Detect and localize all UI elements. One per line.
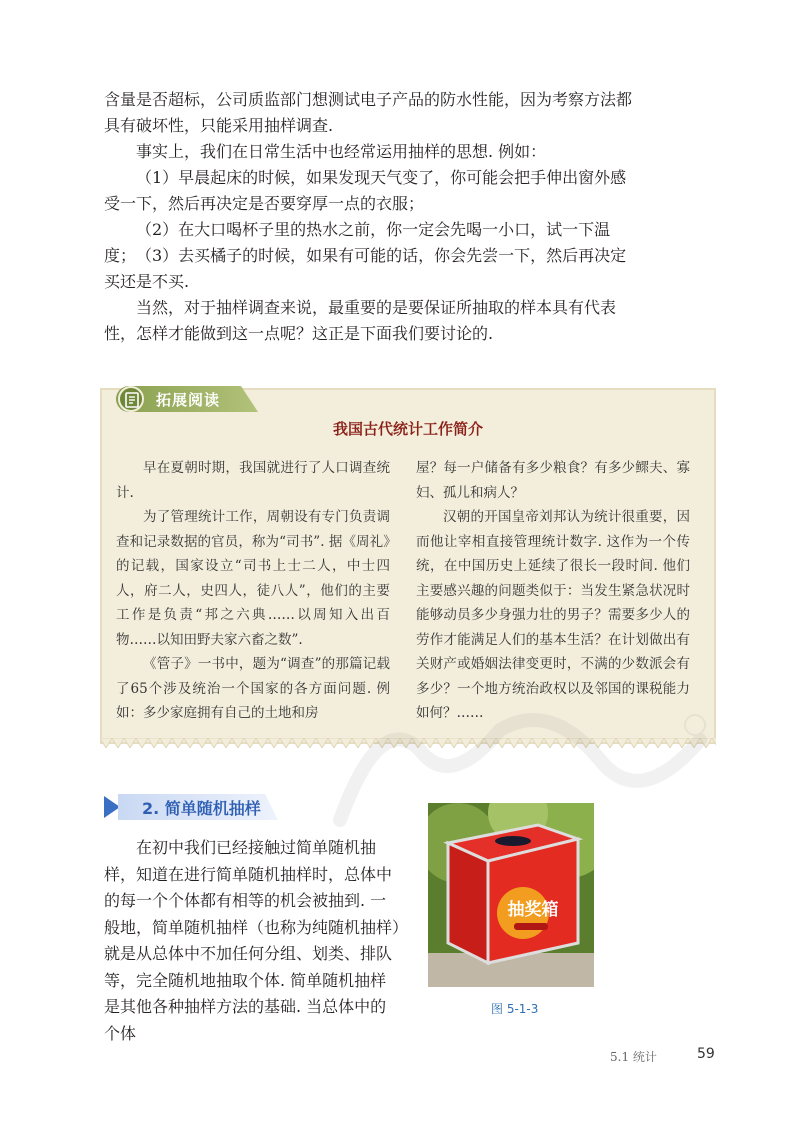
box-text: 抽奖箱 <box>507 900 559 920</box>
reading-title: 我国古代统计工作简介 <box>332 420 483 438</box>
reading-left-paragraph-1: 早在夏朝时期，我国就进行了人口调查统计. <box>116 460 390 501</box>
example-3: （3）去买橘子的时候，如果有可能的话，你会先尝一下，然后再决定买还是不买. <box>104 246 627 291</box>
reading-right-column <box>416 456 690 726</box>
paragraph-representative: 当然，对于抽样调查来说，最重要的是要保证所抽取的样本具有代表性，怎样才能做到这一点呢？这正是下面我们要讨论的. <box>104 298 617 343</box>
reading-right-paragraph: 汉朝的开国皇帝刘邦认为统计很重要，因而他让宰相直接管理统计数字. 这作为一个传统，在中国历史上延续了很长一段时间. 他们主要感兴趣的问题类似于：当发生紧急状况时能够动员多少身强力壮的男子？需要多少人的劳作才能满足人们的基本生活？在计划做出有关财产或婚姻法律变更时，不满的少数派会有多少？一个地方统治政权以及邻国的课税能力如何？…… <box>416 509 690 721</box>
figure-caption: 图 5-1-3 <box>491 1002 539 1016</box>
reading-right-continuation: 屋？每一户储备有多少粮食？有多少鳏夫、寡妇、孤儿和病人？ <box>416 460 690 501</box>
reading-left-paragraph-2: 为了管理统计工作，周朝设有专门负责调查和记录数据的官员，称为“司书”. 据《周礼》的记载，国家设立“司书上士二人，中士四人，府二人，史四人，徒八人”，他们的主要工作是负责“邦之六典……以周知入出百物……以知田野夫家六畜之数”. <box>116 509 390 648</box>
paragraph-daily-life: 事实上，我们在日常生活中也经常运用抽样的思想. 例如： <box>136 142 547 161</box>
reading-left-paragraph-3: 《管子》一书中，题为“调查”的那篇记载了65个涉及统治一个国家的各方面问题. 例如：多少家庭拥有自己的土地和房 <box>116 656 390 721</box>
arrow-icon <box>104 796 120 818</box>
lottery-box-illustration <box>428 803 594 987</box>
book-icon <box>118 386 144 412</box>
reading-left-column <box>116 456 390 726</box>
footer-section: 5.1 统计 <box>610 1050 657 1064</box>
paragraph-simple-random-sampling: 在初中我们已经接触过简单随机抽样，知道在进行简单随机抽样时，总体中的每一个个体都有相等的机会被抽到. 一般地，简单随机抽样（也称为纯随机抽样）就是从总体中不加任何分组、划类、排队等，完全随机地抽取个体. 简单随机抽样是其他各种抽样方法的基础. 当总体中的个体 <box>104 838 401 1043</box>
extended-reading-tab <box>116 386 258 412</box>
section-heading-label: 2. 简单随机抽样 <box>142 799 261 818</box>
example-2: （2）在大口喝杯子里的热水之前，你一定会先喝一小口，试一下温度； <box>104 220 611 265</box>
paragraph-intro: 含量是否超标，公司质监部门想测试电子产品的防水性能，因为考察方法都具有破坏性，只能采用抽样调查. <box>104 90 633 135</box>
section-heading <box>104 793 284 821</box>
lottery-box-photo <box>428 803 594 987</box>
example-1: （1）早晨起床的时候，如果发现天气变了，你可能会把手伸出窗外感受一下，然后再决定是否要穿厚一点的衣服； <box>104 168 627 213</box>
page-number: 59 <box>697 1046 715 1062</box>
extended-reading-label: 拓展阅读 <box>156 391 221 409</box>
